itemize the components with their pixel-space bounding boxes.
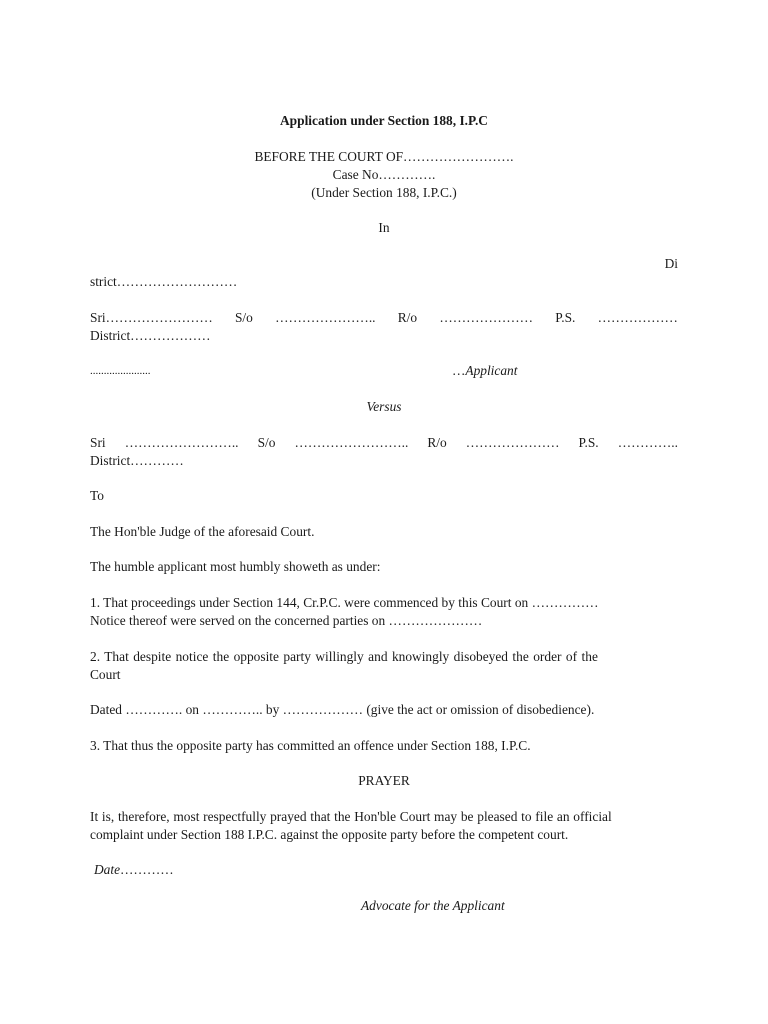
applicant-ro-dots: ………………… <box>439 310 534 325</box>
district-split-a: Di <box>664 256 678 271</box>
prayer-line-1: It is, therefore, most respectfully prayed that the Hon'ble Court may be pleased to file an official <box>90 809 612 824</box>
opposite-district: District………… <box>90 453 184 468</box>
paragraph-3: 3. That thus the opposite party has committed an offence under Section 188, I.P.C. <box>90 738 531 753</box>
opposite-sri: Sri <box>90 435 106 450</box>
humble-line: The humble applicant most humbly showeth as under: <box>90 559 381 574</box>
court-line: BEFORE THE COURT OF……………………. <box>254 149 514 164</box>
applicant-label-block <box>452 362 652 380</box>
applicant-label-prefix: … <box>452 363 466 378</box>
to-label: To <box>90 488 104 503</box>
opposite-sri-dots: …………………….. <box>124 435 239 450</box>
prayer-heading: PRAYER <box>358 773 410 788</box>
paragraph-1-text: 1. That proceedings under Section 144, Cr.P.C. were commenced by this Court on …………… <box>90 595 599 610</box>
prayer-line-2: complaint under Section 188 I.P.C. against the opposite party before the competent court. <box>90 827 569 842</box>
opposite-so-dots: …………………….. <box>294 435 409 450</box>
district-split-b: strict……………………… <box>90 274 238 289</box>
applicant-details-row <box>90 309 678 327</box>
applicant-so-dots: ………………….. <box>275 310 376 325</box>
in-word: In <box>378 220 390 235</box>
applicant-district: District……………… <box>90 328 211 343</box>
paragraph-2-line-2: Court <box>90 667 121 682</box>
judge-line: The Hon'ble Judge of the aforesaid Court. <box>90 524 315 539</box>
date-dots: ………… <box>120 862 174 877</box>
opposite-ro: R/o <box>427 435 447 450</box>
paragraph-1-line-1 <box>90 594 678 612</box>
case-number: Case No…………. <box>332 167 436 182</box>
document-title: Application under Section 188, I.P.C <box>280 113 488 128</box>
applicant-label: Applicant <box>465 363 518 378</box>
under-section: (Under Section 188, I.P.C.) <box>311 185 457 200</box>
applicant-sri: Sri…………………… <box>90 310 213 325</box>
dated-line: Dated …………. on ………….. by ……………… (give the act or omission of disobedience). <box>90 702 595 717</box>
opposite-so: S/o <box>257 435 276 450</box>
opposite-ps: P.S. <box>578 435 599 450</box>
applicant-ps-dots: ……………… <box>597 310 678 325</box>
advocate-signature-line: Advocate for the Applicant <box>361 898 505 913</box>
applicant-dots: ...................... <box>90 365 151 377</box>
paragraph-2-line-1: 2. That despite notice the opposite party willingly and knowingly disobeyed the order of the <box>90 649 598 664</box>
applicant-so: S/o <box>234 310 253 325</box>
date-line <box>94 861 682 879</box>
applicant-ps: P.S. <box>555 310 576 325</box>
opposite-ps-dots: ………….. <box>617 435 678 450</box>
applicant-ro: R/o <box>397 310 418 325</box>
date-label: Date <box>94 862 121 877</box>
opposite-ro-dots: ………………… <box>465 435 560 450</box>
paragraph-1-line-2: Notice thereof were served on the concerned parties on ………………… <box>90 613 483 628</box>
versus-label: Versus <box>366 399 402 414</box>
opposite-details-row <box>90 434 678 452</box>
